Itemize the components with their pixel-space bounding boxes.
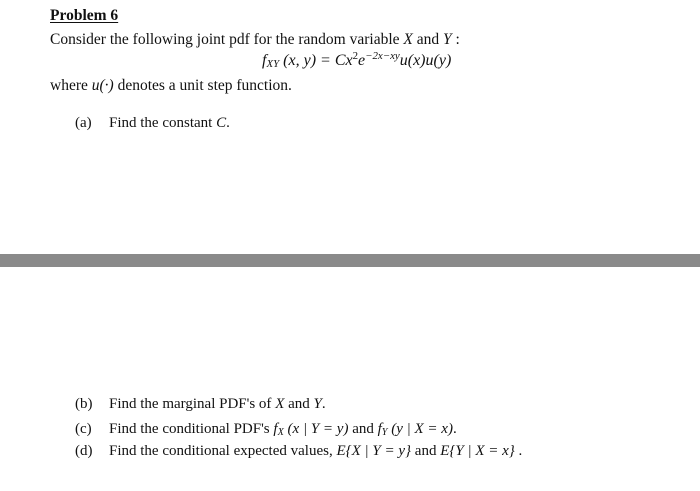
- part-d: [75, 443, 522, 460]
- part-d-suffix: .: [514, 443, 523, 459]
- part-b-mid: and: [284, 396, 314, 412]
- intro-suffix: :: [451, 31, 460, 48]
- problem-title: Problem 6: [50, 7, 119, 24]
- part-d-expr2: E{Y | X = x}: [440, 443, 515, 459]
- part-c: [75, 421, 457, 438]
- part-a-suffix: .: [226, 115, 230, 131]
- part-c-expr2-f: f: [377, 421, 382, 437]
- part-b: [75, 396, 326, 413]
- where-function: u(·): [91, 77, 114, 94]
- intro-prefix: Consider the following joint pdf for the random variable: [50, 31, 404, 48]
- page-divider: [0, 254, 700, 267]
- part-c-suffix: .: [452, 421, 457, 437]
- intro-var-x: X: [403, 31, 413, 48]
- part-c-label: (c): [75, 421, 92, 437]
- where-suffix: denotes a unit step function.: [113, 77, 292, 94]
- equation-exp-base: e: [358, 52, 366, 69]
- part-c-mid: and: [348, 421, 378, 437]
- intro-and: and: [412, 31, 444, 48]
- part-c-expr1-args: (x | Y = y): [283, 421, 349, 437]
- equation-constant: Cx: [334, 52, 353, 69]
- part-b-var-x: X: [275, 396, 285, 412]
- part-c-text: Find the conditional PDF's: [109, 421, 274, 437]
- where-clause: [50, 77, 292, 95]
- equation-f: f: [262, 52, 267, 69]
- joint-pdf-equation: [262, 52, 451, 70]
- part-b-label: (b): [75, 396, 93, 412]
- equation-exponent: −2x−xy: [365, 50, 400, 63]
- equation-step-functions: u(x)u(y): [399, 52, 452, 69]
- part-d-text: Find the conditional expected values,: [109, 443, 337, 459]
- part-d-label: (d): [75, 443, 93, 459]
- part-b-var-y: Y: [313, 396, 322, 412]
- part-a-var: C: [216, 115, 227, 131]
- equation-args: (x, y) =: [279, 52, 335, 69]
- part-b-suffix: .: [321, 396, 326, 412]
- part-d-mid: and: [411, 443, 441, 459]
- equation-f-subscript: XY: [266, 58, 280, 71]
- part-a-label: (a): [75, 115, 92, 131]
- problem-intro: [50, 31, 460, 49]
- part-c-expr1-f: f: [273, 421, 278, 437]
- part-c-expr2-sub: Y: [381, 427, 388, 439]
- part-c-expr2-args: (y | X = x): [387, 421, 453, 437]
- part-d-expr1: E{X | Y = y}: [336, 443, 412, 459]
- part-a-text: Find the constant: [109, 115, 217, 131]
- where-prefix: where: [50, 77, 92, 94]
- part-a: [75, 115, 230, 132]
- part-b-text: Find the marginal PDF's of: [109, 396, 276, 412]
- equation-power: 2: [352, 50, 359, 63]
- intro-var-y: Y: [443, 31, 452, 48]
- part-c-expr1-sub: X: [277, 427, 284, 439]
